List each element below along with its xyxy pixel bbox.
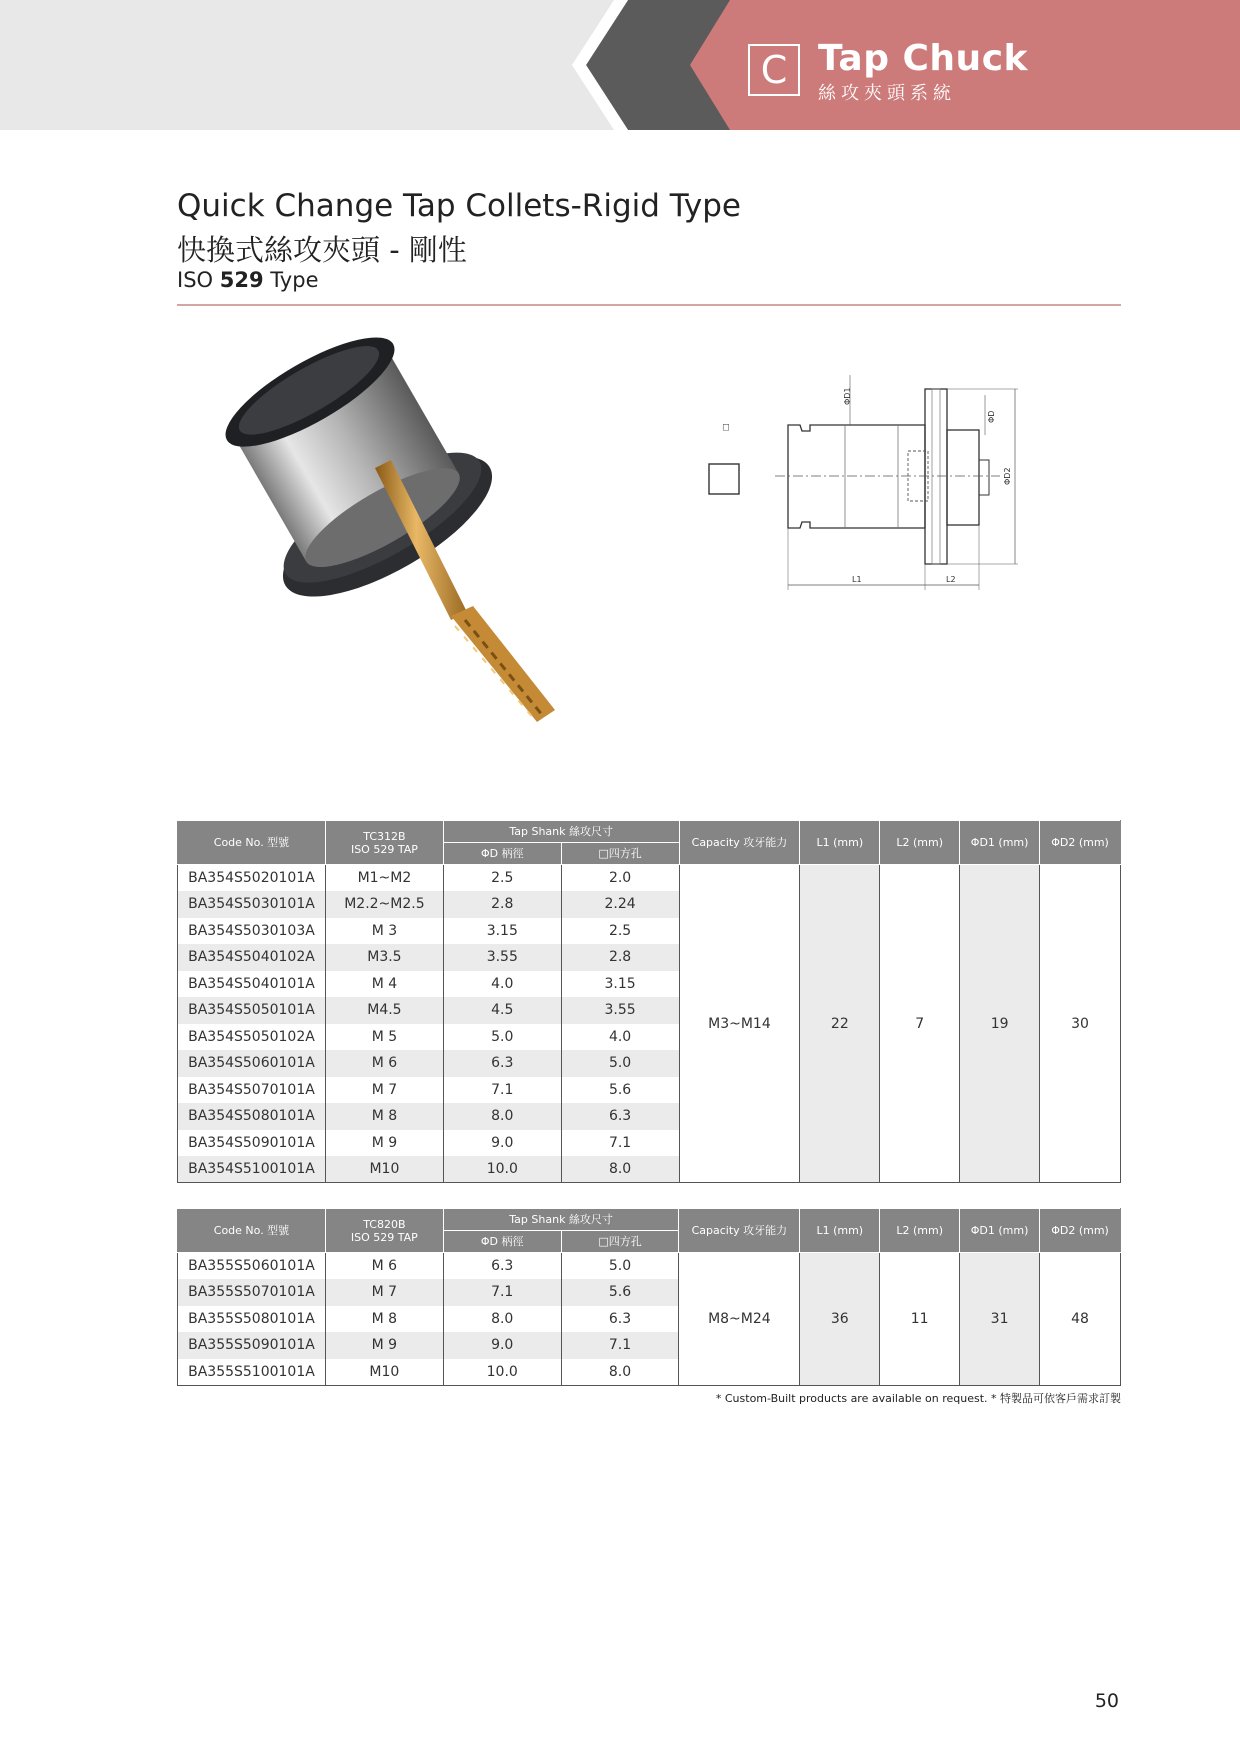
cell-shank-diameter: 2.5 (443, 865, 561, 892)
product-title-zh: 快換式絲攻夾頭 - 剛性 (177, 233, 467, 267)
cell-code: BA355S5060101A (178, 1253, 326, 1280)
cell-l2: 11 (880, 1253, 960, 1386)
section-logo-box: C (748, 44, 800, 96)
cell-shank-diameter: 9.0 (443, 1130, 561, 1157)
cell-code: BA355S5080101A (178, 1306, 326, 1333)
cell-tap-size: M1~M2 (325, 865, 443, 892)
cell-tap-size: M10 (325, 1156, 443, 1183)
th-tap-shank: Tap Shank 絲攻尺寸 (443, 821, 679, 843)
cell-code: BA354S5080101A (178, 1103, 326, 1130)
cell-shank-square: 4.0 (561, 1024, 679, 1051)
cell-tap-size: M2.2~M2.5 (325, 891, 443, 918)
cell-tap-size: M 4 (325, 971, 443, 998)
cell-code: BA354S5090101A (178, 1130, 326, 1157)
cell-shank-diameter: 6.3 (443, 1050, 561, 1077)
cell-shank-diameter: 10.0 (443, 1156, 561, 1183)
spec-table-tc312b (177, 820, 1121, 1183)
cell-shank-diameter: 8.0 (443, 1103, 561, 1130)
th-model-sub: ISO 529 TAP (350, 842, 418, 856)
cell-tap-size: M 9 (325, 1130, 443, 1157)
cell-shank-square: 6.3 (561, 1103, 679, 1130)
cell-tap-size: M 7 (325, 1279, 443, 1306)
header-chevron-graphic (0, 0, 1240, 130)
cell-capacity: M3~M14 (679, 865, 800, 1183)
cell-shank-diameter: 4.0 (443, 971, 561, 998)
cell-shank-square: 2.24 (561, 891, 679, 918)
cell-shank-diameter: 6.3 (443, 1253, 561, 1280)
th-model (325, 1209, 443, 1253)
th-model-name: TC820B (363, 1217, 406, 1231)
nose-outline (947, 430, 979, 525)
th-model (325, 821, 443, 865)
product-iso-type (177, 268, 319, 292)
title-divider (177, 304, 1121, 306)
th-d2: ΦD2 (mm) (1040, 1209, 1121, 1253)
cell-code: BA354S5030101A (178, 891, 326, 918)
cell-shank-square: 2.8 (561, 944, 679, 971)
square-label: □ (721, 423, 730, 431)
th-d1: ΦD1 (mm) (960, 821, 1040, 865)
cell-tap-size: M 6 (325, 1050, 443, 1077)
cell-l1: 22 (800, 865, 880, 1183)
cell-d2: 48 (1040, 1253, 1121, 1386)
th-d2: ΦD2 (mm) (1040, 821, 1121, 865)
cell-tap-size: M 8 (325, 1306, 443, 1333)
collet-outline (788, 425, 925, 528)
iso-prefix: ISO (177, 268, 220, 292)
cell-shank-diameter: 4.5 (443, 997, 561, 1024)
dim-d2-label: ΦD2 (1003, 467, 1012, 485)
cell-shank-square: 2.5 (561, 918, 679, 945)
table-row (178, 865, 1121, 892)
cell-shank-square: 3.15 (561, 971, 679, 998)
cell-shank-diameter: 2.8 (443, 891, 561, 918)
cell-capacity: M8~M24 (679, 1253, 800, 1386)
cell-d2: 30 (1040, 865, 1121, 1183)
cell-tap-size: M 6 (325, 1253, 443, 1280)
spec-table-body (178, 865, 1121, 1183)
iso-suffix: Type (263, 268, 319, 292)
th-model-name: TC312B (363, 829, 406, 843)
cell-shank-square: 3.55 (561, 997, 679, 1024)
th-l2: L2 (mm) (880, 821, 960, 865)
cell-shank-square: 8.0 (561, 1156, 679, 1183)
cell-tap-size: M 8 (325, 1103, 443, 1130)
section-title: Tap Chuck (818, 38, 1028, 79)
cell-tap-size: M3.5 (325, 944, 443, 971)
th-code: Code No. 型號 (178, 1209, 326, 1253)
cell-d1: 19 (960, 865, 1040, 1183)
cell-tap-size: M 7 (325, 1077, 443, 1104)
technical-drawing (700, 375, 1040, 600)
cell-tap-size: M10 (325, 1359, 443, 1386)
cell-d1: 31 (960, 1253, 1040, 1386)
cell-shank-square: 5.0 (561, 1253, 679, 1280)
cell-shank-square: 5.6 (561, 1279, 679, 1306)
th-shank-square: □四方孔 (561, 1231, 679, 1253)
cell-shank-diameter: 9.0 (443, 1332, 561, 1359)
th-tap-shank: Tap Shank 絲攻尺寸 (443, 1209, 679, 1231)
cell-code: BA354S5020101A (178, 865, 326, 892)
spec-table-body (178, 1253, 1121, 1386)
cell-tap-size: M4.5 (325, 997, 443, 1024)
cell-tap-size: M 9 (325, 1332, 443, 1359)
cell-shank-diameter: 3.15 (443, 918, 561, 945)
th-l1: L1 (mm) (800, 1209, 880, 1253)
cell-code: BA354S5030103A (178, 918, 326, 945)
cell-l1: 36 (800, 1253, 880, 1386)
iso-number: 529 (219, 268, 264, 292)
section-subtitle: 絲攻夾頭系統 (818, 83, 956, 104)
dim-l1-label: L1 (852, 575, 862, 584)
cell-l2: 7 (880, 865, 960, 1183)
cell-shank-diameter: 3.55 (443, 944, 561, 971)
cell-shank-square: 8.0 (561, 1359, 679, 1386)
cell-code: BA354S5060101A (178, 1050, 326, 1077)
cell-shank-square: 5.0 (561, 1050, 679, 1077)
th-d1: ΦD1 (mm) (960, 1209, 1040, 1253)
cell-shank-square: 6.3 (561, 1306, 679, 1333)
cell-shank-square: 5.6 (561, 1077, 679, 1104)
cell-code: BA354S5050101A (178, 997, 326, 1024)
dim-l2-label: L2 (946, 575, 956, 584)
th-code: Code No. 型號 (178, 821, 326, 865)
cell-code: BA354S5040101A (178, 971, 326, 998)
page-number: 50 (1094, 1690, 1119, 1712)
cell-shank-diameter: 5.0 (443, 1024, 561, 1051)
table-row (178, 1253, 1121, 1280)
cell-tap-size: M 3 (325, 918, 443, 945)
th-capacity: Capacity 攻牙能力 (679, 1209, 800, 1253)
th-l1: L1 (mm) (800, 821, 880, 865)
th-shank-square: □四方孔 (561, 843, 679, 865)
cell-code: BA355S5100101A (178, 1359, 326, 1386)
product-title-en: Quick Change Tap Collets-Rigid Type (177, 188, 741, 224)
tap-collet-photo (205, 320, 625, 740)
cell-shank-diameter: 7.1 (443, 1077, 561, 1104)
cell-shank-diameter: 8.0 (443, 1306, 561, 1333)
th-l2: L2 (mm) (880, 1209, 960, 1253)
th-shank-diameter: ΦD 柄徑 (443, 1231, 561, 1253)
cell-code: BA354S5070101A (178, 1077, 326, 1104)
cell-code: BA354S5100101A (178, 1156, 326, 1183)
spec-table-tc820b (177, 1208, 1121, 1386)
cell-shank-square: 7.1 (561, 1130, 679, 1157)
footnote: * Custom-Built products are available on request. * 特製品可依客戶需求訂製 (715, 1392, 1121, 1405)
th-model-sub: ISO 529 TAP (350, 1230, 418, 1244)
cell-shank-diameter: 10.0 (443, 1359, 561, 1386)
dim-d-label: ΦD (987, 410, 996, 423)
cell-tap-size: M 5 (325, 1024, 443, 1051)
cell-code: BA354S5040102A (178, 944, 326, 971)
cell-shank-diameter: 7.1 (443, 1279, 561, 1306)
dim-d1-label: ΦD1 (843, 387, 852, 405)
th-shank-diameter: ΦD 柄徑 (443, 843, 561, 865)
cell-code: BA355S5090101A (178, 1332, 326, 1359)
cell-code: BA355S5070101A (178, 1279, 326, 1306)
th-capacity: Capacity 攻牙能力 (679, 821, 800, 865)
cell-shank-square: 7.1 (561, 1332, 679, 1359)
cell-shank-square: 2.0 (561, 865, 679, 892)
square-hole-view (709, 464, 739, 494)
cell-code: BA354S5050102A (178, 1024, 326, 1051)
